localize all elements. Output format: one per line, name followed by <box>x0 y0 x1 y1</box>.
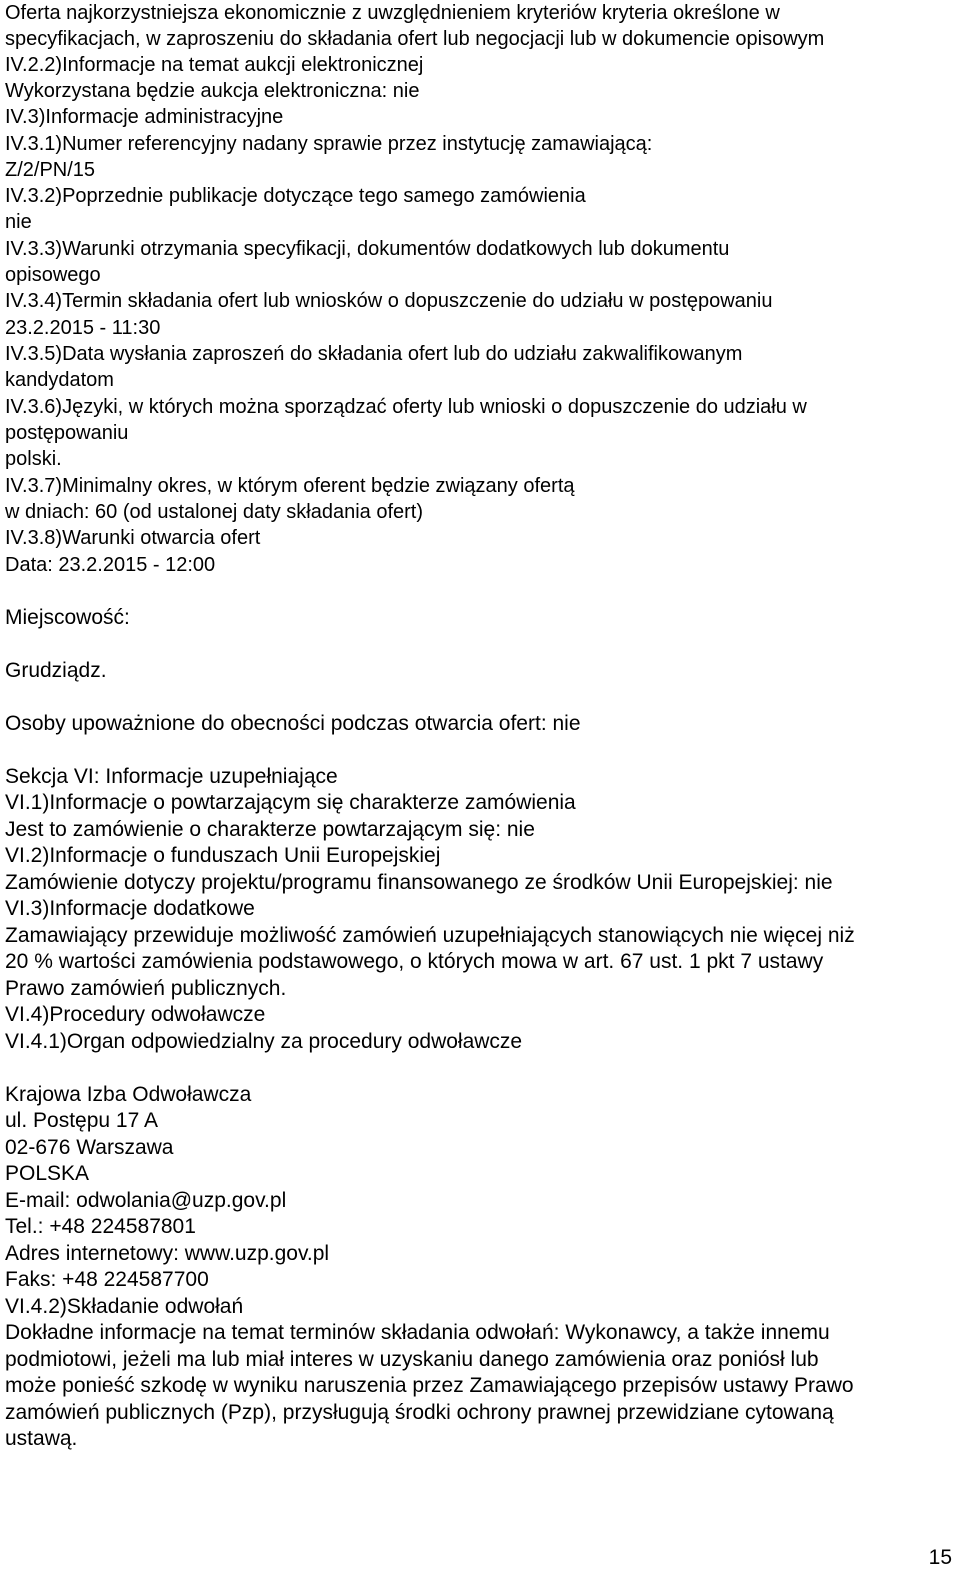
text-line: polski. <box>5 448 62 470</box>
text-line: może ponieść szkodę w wyniku naruszenia przez Zamawiającego przepisów ustawy Prawo <box>5 1374 854 1397</box>
text-line: Oferta najkorzystniejsza ekonomicznie z uwzględnieniem kryteriów kryteria określone w <box>5 2 780 24</box>
text-line: Prawo zamówień publicznych. <box>5 977 287 1000</box>
text-line: VI.4.2)Składanie odwołań <box>5 1295 244 1318</box>
text-line: Data: 23.2.2015 - 12:00 <box>5 554 216 576</box>
text-line: Dokładne informacje na temat terminów składania odwołań: Wykonawcy, a także innemu <box>5 1321 830 1344</box>
text-line: IV.3.5)Data wysłania zaproszeń do składania ofert lub do udziału zakwalifikowanym <box>5 343 743 365</box>
website-line: Adres internetowy: www.uzp.gov.pl <box>5 1242 330 1265</box>
text-line: Zamawiający przewiduje możliwość zamówień uzupełniających stanowiących nie więcej niż <box>5 924 855 947</box>
text-line: specyfikacjach, w zaproszeniu do składania ofert lub negocjacji lub w dokumencie opisowym <box>5 28 825 50</box>
phone-line: Tel.: +48 224587801 <box>5 1215 196 1238</box>
text-line: Wykorzystana będzie aukcja elektroniczna: nie <box>5 80 420 102</box>
section-heading: Sekcja VI: Informacje uzupełniające <box>5 765 338 788</box>
place-label: Miejscowość: <box>5 606 130 629</box>
text-line: postępowaniu <box>5 422 129 444</box>
persons-line: Osoby upoważnione do obecności podczas otwarcia ofert: nie <box>5 712 581 735</box>
text-line: 23.2.2015 - 11:30 <box>5 317 161 339</box>
text-line: VI.1)Informacje o powtarzającym się charakterze zamówienia <box>5 791 576 814</box>
text-line: Z/2/PN/15 <box>5 159 96 181</box>
text-line: IV.3.1)Numer referencyjny nadany sprawie przez instytucję zamawiającą: <box>5 133 653 155</box>
text-line: POLSKA <box>5 1162 90 1185</box>
text-line: opisowego <box>5 264 101 286</box>
page-number: 15 <box>928 1546 952 1569</box>
text-line: IV.3)Informacje administracyjne <box>5 106 284 128</box>
text-line: kandydatom <box>5 369 114 391</box>
text-line: VI.4.1)Organ odpowiedzialny za procedury odwoławcze <box>5 1030 523 1053</box>
text-line: 20 % wartości zamówienia podstawowego, o których mowa w art. 67 ust. 1 pkt 7 ustawy <box>5 950 824 973</box>
fax-line: Faks: +48 224587700 <box>5 1268 209 1291</box>
text-line: IV.3.4)Termin składania ofert lub wniosków o dopuszczenie do udziału w postępowaniu <box>5 290 773 312</box>
text-line: Krajowa Izba Odwoławcza <box>5 1083 252 1106</box>
text-line: IV.3.7)Minimalny okres, w którym oferent będzie związany ofertą <box>5 475 575 497</box>
text-line: ustawą. <box>5 1427 78 1450</box>
text-line: IV.3.6)Języki, w których można sporządzać oferty lub wnioski o dopuszczenie do udziału w <box>5 396 807 418</box>
text-line: nie <box>5 211 32 233</box>
email-line: E-mail: odwolania@uzp.gov.pl <box>5 1189 287 1212</box>
text-line: VI.4)Procedury odwoławcze <box>5 1003 266 1026</box>
text-line: VI.2)Informacje o funduszach Unii Europejskiej <box>5 844 441 867</box>
text-line: IV.3.3)Warunki otrzymania specyfikacji, dokumentów dodatkowych lub dokumentu <box>5 238 730 260</box>
text-line: ul. Postępu 17 A <box>5 1109 158 1132</box>
text-line: 02-676 Warszawa <box>5 1136 174 1159</box>
text-line: IV.3.8)Warunki otwarcia ofert <box>5 527 261 549</box>
text-line: zamówień publicznych (Pzp), przysługują środki ochrony prawnej przewidziane cytowaną <box>5 1401 834 1424</box>
text-line: podmiotowi, jeżeli ma lub miał interes w uzyskaniu danego zamówienia oraz poniósł lub <box>5 1348 819 1371</box>
text-line: Zamówienie dotyczy projektu/programu finansowanego ze środków Unii Europejskiej: nie <box>5 871 833 894</box>
text-line: IV.2.2)Informacje na temat aukcji elektronicznej <box>5 54 424 76</box>
text-line: VI.3)Informacje dodatkowe <box>5 897 255 920</box>
place-value: Grudziądz. <box>5 659 107 682</box>
text-line: w dniach: 60 (od ustalonej daty składania ofert) <box>5 501 424 523</box>
text-line: Jest to zamówienie o charakterze powtarzającym się: nie <box>5 818 535 841</box>
text-line: IV.3.2)Poprzednie publikacje dotyczące tego samego zamówienia <box>5 185 586 207</box>
